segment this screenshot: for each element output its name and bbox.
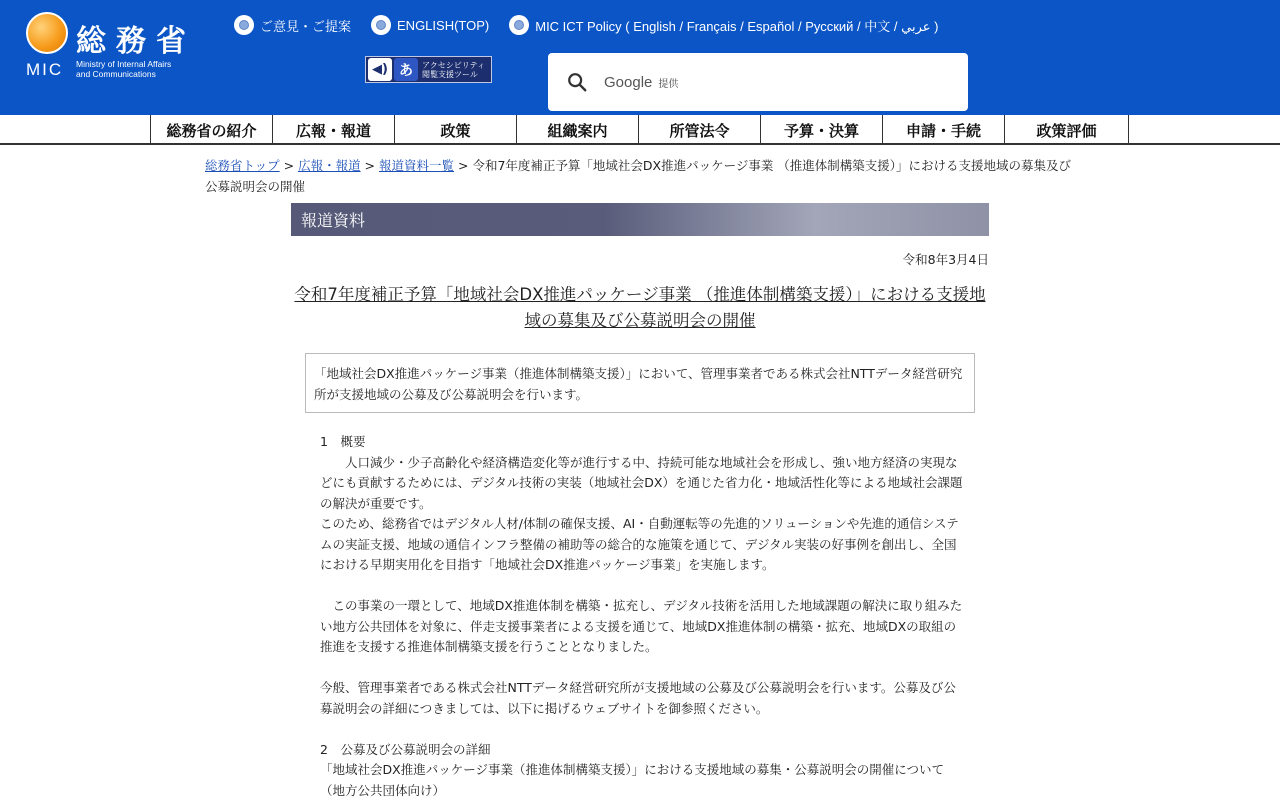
body-paragraph: このため、総務省ではデジタル人材/体制の確保支援、AI・自動運転等の先進的ソリューションや先進的通信システムの実証支援、地域の通信インフラ整備の補助等の総合的な施策を通じて、デジタル実装の好事例を創出し、全国における早期実用化を目指す「地域社会DX推進パッケージ事業」を実施します。 bbox=[320, 516, 959, 572]
site-header bbox=[0, 0, 1280, 115]
breadcrumb-top-link[interactable]: 総務省トップ bbox=[205, 158, 280, 173]
blank-line bbox=[320, 576, 965, 597]
radio-bullet-icon bbox=[371, 15, 391, 35]
gnav-organization[interactable]: 組織案内 bbox=[516, 115, 638, 145]
gnav-evaluation[interactable]: 政策評価 bbox=[1004, 115, 1129, 145]
toplink-label: ENGLISH(TOP) bbox=[397, 17, 490, 33]
gnav-pr[interactable]: 広報・報道 bbox=[272, 115, 394, 145]
blank-line bbox=[320, 658, 965, 679]
toplink-label: ご意見・ご提案 bbox=[260, 18, 352, 34]
accessibility-label-line1: アクセシビリティ bbox=[422, 60, 485, 70]
top-links bbox=[234, 14, 958, 36]
gnav-policy[interactable]: 政策 bbox=[394, 115, 516, 145]
search-input[interactable] bbox=[548, 53, 968, 111]
gnav-laws[interactable]: 所管法令 bbox=[638, 115, 760, 145]
accessibility-tool-button[interactable] bbox=[365, 56, 492, 83]
logo-subtitle-line1: Ministry of Internal Affairs bbox=[76, 59, 172, 69]
logo-title: 総務省 bbox=[76, 24, 196, 59]
radio-bullet-icon bbox=[509, 15, 529, 35]
logo-circle-icon bbox=[26, 12, 68, 54]
logo-subtitle bbox=[76, 59, 171, 79]
body-paragraph: 人口減少・少子高齢化や経済構造変化等が進行する中、持続可能な地域社会を形成し、強い地方経済の実現などにも貢献するためには、デジタル技術の実装（地域社会DX）を通じた省力化・地域活性化等による地域社会課題の解決が重要です。 bbox=[320, 454, 963, 511]
accessibility-label bbox=[422, 61, 485, 79]
speaker-icon: ◀) bbox=[368, 58, 392, 81]
global-nav bbox=[0, 115, 1280, 145]
section-heading-overview: 1 概要 bbox=[320, 434, 366, 449]
article-body bbox=[320, 432, 965, 801]
toplink-ict-policy[interactable] bbox=[509, 15, 938, 35]
body-paragraph: この事業の一環として、地域DX推進体制を構築・拡充し、デジタル技術を活用した地域課題の解決に取り組みたい地方公共団体を対象に、伴走支援事業者による支援を通じて、地域DX推進体制の構築・拡充、地域DXの取組の推進を支援する推進体制構築支援を行うこととなりました。 bbox=[320, 598, 963, 654]
google-brand: Google bbox=[604, 73, 653, 91]
accessibility-label-line2: 閲覧支援ツール bbox=[422, 69, 478, 79]
toplink-label: MIC ICT Policy ( English / Français / Español / Русский / 中文 / عربي ) bbox=[535, 18, 939, 34]
mic-logo[interactable] bbox=[26, 12, 216, 82]
breadcrumb-current: 令和7年度補正予算「地域社会DX推進パッケージ事業 （推進体制構築支援）」における支援地域の募集及び公募説明会の開催 bbox=[205, 158, 1072, 194]
search-icon[interactable] bbox=[566, 71, 588, 93]
gnav-about[interactable]: 総務省の紹介 bbox=[150, 115, 272, 145]
summary-box: 「地域社会DX推進パッケージ事業（推進体制構築支援）」において、管理事業者である株式会社NTTデータ経営研究所が支援地域の公募及び公募説明会を行います。 bbox=[305, 353, 975, 413]
provided-label: 提供 bbox=[658, 78, 679, 90]
hiragana-a-icon: あ bbox=[394, 58, 418, 81]
release-date: 令和8年3月4日 bbox=[902, 252, 989, 267]
section-heading-details: 2 公募及び公募説明会の詳細 bbox=[320, 741, 491, 757]
logo-mic: MIC bbox=[26, 60, 64, 79]
toplink-english[interactable] bbox=[371, 15, 489, 35]
breadcrumb-separator: > bbox=[454, 158, 473, 173]
body-paragraph: 今般、管理事業者である株式会社NTTデータ経営研究所が支援地域の公募及び公募説明会を行います。公募及び公募説明会の詳細につきましては、以下に掲げるウェブサイトを御参照ください。 bbox=[320, 680, 956, 716]
breadcrumb bbox=[205, 155, 1080, 197]
blank-line bbox=[320, 719, 965, 740]
breadcrumb-separator: > bbox=[279, 158, 299, 173]
gnav-applications[interactable]: 申請・手続 bbox=[882, 115, 1004, 145]
body-paragraph: 「地域社会DX推進パッケージ事業（推進体制構築支援）」における支援地域の募集・公募説明会の開催について（地方公共団体向け） bbox=[320, 762, 944, 798]
breadcrumb-separator: > bbox=[360, 158, 379, 173]
logo-subtitle-line2: and Communications bbox=[76, 69, 156, 79]
breadcrumb-press-link[interactable]: 報道資料一覧 bbox=[379, 158, 455, 173]
section-title-bar: 報道資料 bbox=[291, 203, 989, 236]
page-title: 令和7年度補正予算「地域社会DX推進パッケージ事業 （推進体制構築支援）」における支援地域の募集及び公募説明会の開催 bbox=[294, 285, 986, 330]
toplink-feedback[interactable] bbox=[234, 15, 351, 35]
breadcrumb-pr-link[interactable]: 広報・報道 bbox=[298, 158, 361, 173]
gnav-budget[interactable]: 予算・決算 bbox=[760, 115, 882, 145]
radio-bullet-icon bbox=[234, 15, 254, 35]
